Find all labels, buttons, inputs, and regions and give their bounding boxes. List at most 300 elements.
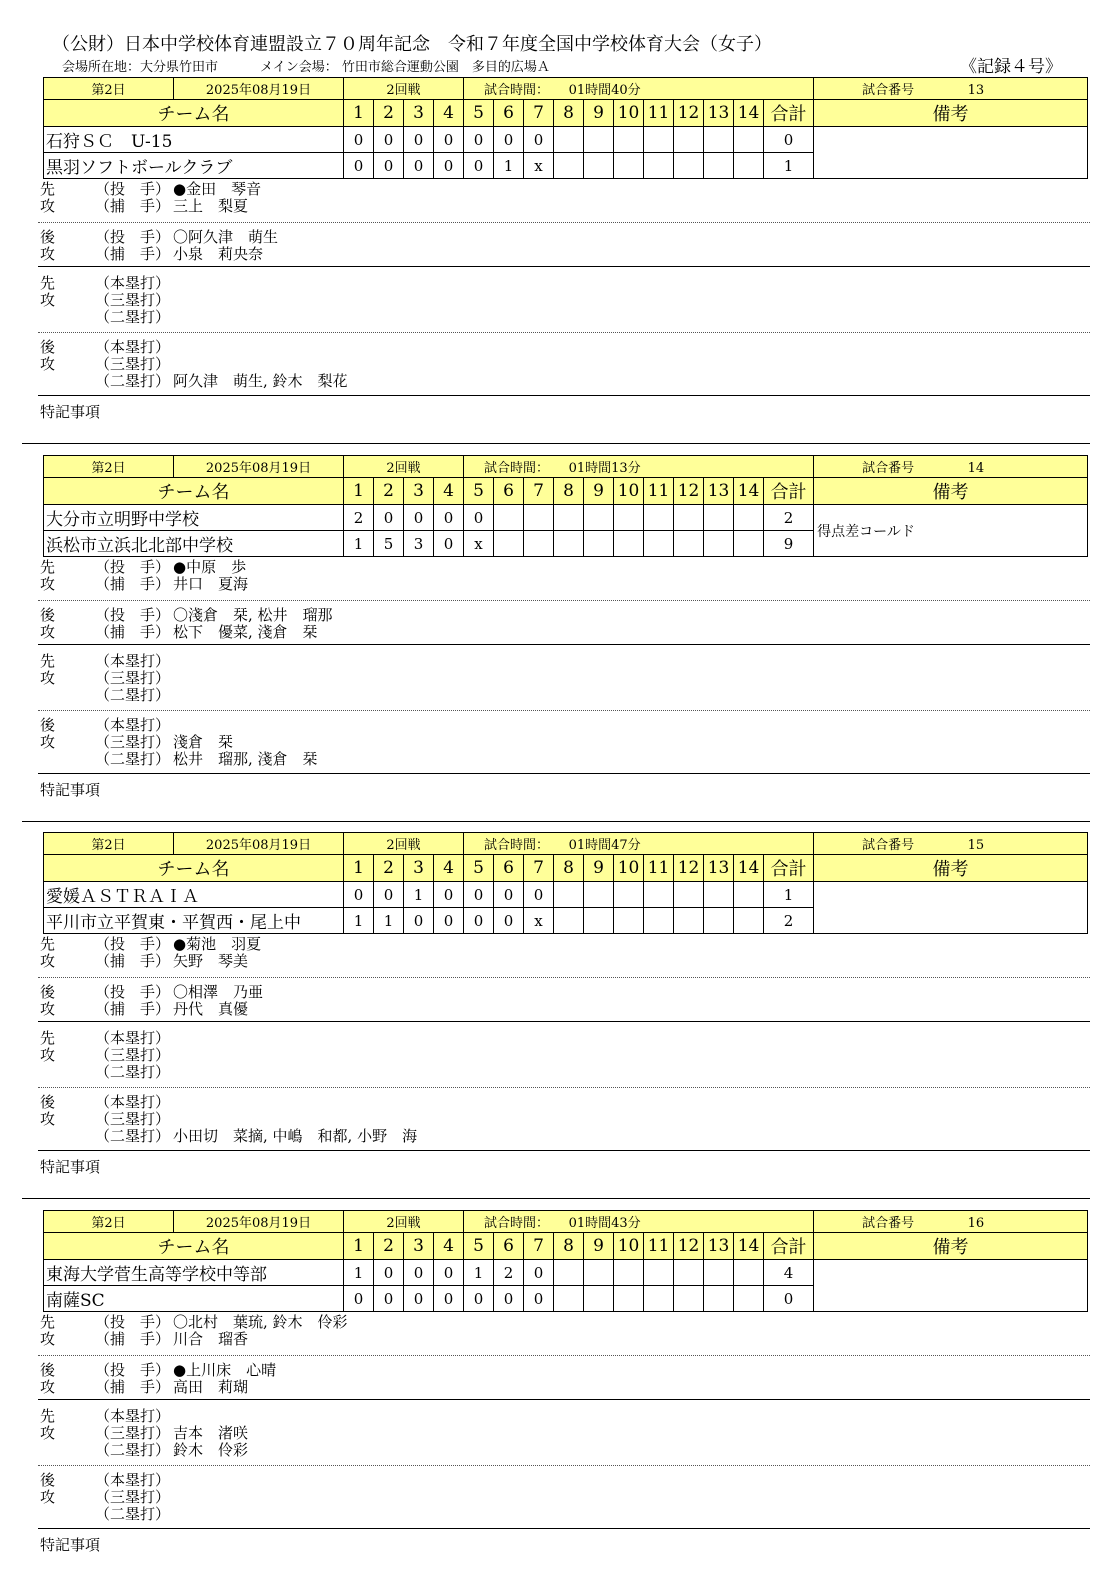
inning-score: 0 [434,127,464,153]
dotted-divider [38,332,1090,333]
team-name-header: チーム名 [44,855,344,882]
inning-header: 3 [404,478,434,505]
game-number: 13 [967,83,985,98]
total-header: 合計 [764,1233,814,1260]
game-duration: 01時間13分 [568,461,641,476]
total-header: 合計 [764,100,814,127]
inning-header: 1 [344,100,374,127]
inning-header: 2 [374,478,404,505]
inning-score: 0 [524,1260,554,1286]
inning-header: 7 [524,478,554,505]
inning-header: 11 [644,100,674,127]
inning-score [554,1260,584,1286]
game-time [464,1211,814,1233]
inning-header: 13 [704,1233,734,1260]
pitcher-label: （投 手） [95,983,171,1001]
inning-score: 0 [404,1286,434,1312]
inning-score: 5 [374,531,404,557]
score-table [43,455,1088,557]
inning-header: 4 [434,855,464,882]
game-number-label: 試合番号 [862,1216,915,1231]
inning-score [734,908,764,934]
game-separator [22,1198,1090,1199]
inning-score: 0 [494,127,524,153]
inning-header: 11 [644,1233,674,1260]
inning-score [554,505,584,531]
inning-score: 0 [374,882,404,908]
inning-score: 0 [524,882,554,908]
inning-score: 0 [344,127,374,153]
hr-label: （本塁打） [95,1093,171,1111]
solid-divider [38,773,1090,774]
inning-score [584,1286,614,1312]
pitcher-label: （投 手） [95,558,171,576]
game-time [464,833,814,855]
first-label: 先攻 [40,180,56,215]
inning-score [674,882,704,908]
inning-score: 0 [404,908,434,934]
inning-score [614,153,644,179]
inning-score [704,1286,734,1312]
inning-score: 1 [374,908,404,934]
double-label: （二塁打） [95,750,171,768]
solid-divider [38,395,1090,396]
inning-score [554,127,584,153]
game-day: 第2日 [44,833,174,855]
inning-score: 0 [494,882,524,908]
team-name-header: チーム名 [44,478,344,505]
solid-divider [38,1021,1090,1022]
catcher-name: 川合 瑠香 [173,1330,249,1348]
pitcher-name: 〇淺倉 栞, 松井 瑠那 [173,606,333,624]
inning-score [614,531,644,557]
inning-score [614,127,644,153]
inning-score [494,505,524,531]
inning-header: 13 [704,478,734,505]
first-label: 先攻 [40,1029,56,1064]
inning-score: 0 [434,1260,464,1286]
first-label: 先攻 [40,1407,56,1442]
inning-score [614,908,644,934]
game-record [0,1210,1120,1570]
catcher-name: 松下 優菜, 淺倉 栞 [173,623,318,641]
game-date: 2025年08月19日 [174,1211,344,1233]
double-label: （二塁打） [95,1063,171,1081]
game-time [464,456,814,478]
game-info-row [44,456,1088,478]
game-time-label: 試合時間： [484,83,543,98]
innings-header-row [44,100,1088,127]
inning-score [734,1286,764,1312]
first-label: 先攻 [40,274,56,309]
solid-divider [38,1150,1090,1151]
triple-label: （三塁打） [95,733,171,751]
inning-score: 0 [374,505,404,531]
inning-header: 1 [344,1233,374,1260]
solid-divider [38,1399,1090,1400]
double-names: 鈴木 伶彩 [173,1441,249,1459]
inning-header: 5 [464,855,494,882]
hr-label: （本塁打） [95,1471,171,1489]
hr-label: （本塁打） [95,274,171,292]
remarks-header: 備考 [814,1233,1088,1260]
inning-header: 4 [434,1233,464,1260]
triple-label: （三塁打） [95,669,171,687]
dotted-divider [38,710,1090,711]
game-time [464,78,814,100]
inning-score: 0 [374,1286,404,1312]
pitcher-name: ●菊池 羽夏 [173,935,262,953]
second-label: 後攻 [40,1471,56,1506]
inning-score: 0 [404,1260,434,1286]
inning-score: 0 [404,505,434,531]
game-number-label: 試合番号 [862,838,915,853]
inning-header: 5 [464,1233,494,1260]
game-round: 2回戦 [344,833,464,855]
inning-score [494,531,524,557]
inning-score: 0 [524,127,554,153]
game-round: 2回戦 [344,78,464,100]
dotted-divider [38,1355,1090,1356]
inning-score [734,153,764,179]
inning-header: 10 [614,1233,644,1260]
dotted-divider [38,977,1090,978]
catcher-label: （捕 手） [95,245,171,263]
inning-header: 11 [644,855,674,882]
team-total: 0 [764,1286,814,1312]
double-label: （二塁打） [95,686,171,704]
inning-score: 0 [374,1260,404,1286]
inning-score: 2 [494,1260,524,1286]
inning-header: 9 [584,1233,614,1260]
triple-label: （三塁打） [95,291,171,309]
game-round: 2回戦 [344,456,464,478]
inning-score [704,1260,734,1286]
inning-header: 6 [494,100,524,127]
catcher-name: 三上 梨夏 [173,197,249,215]
dotted-divider [38,1465,1090,1466]
inning-score: 3 [404,531,434,557]
pitcher-name: 〇北村 葉琉, 鈴木 伶彩 [173,1313,348,1331]
solid-divider [38,644,1090,645]
inning-score [614,882,644,908]
inning-score [644,531,674,557]
inning-header: 3 [404,1233,434,1260]
solid-divider [38,1528,1090,1529]
pitcher-name: 〇相澤 乃亜 [173,983,264,1001]
triple-label: （三塁打） [95,1046,171,1064]
pitcher-name: ●中原 歩 [173,558,247,576]
inning-score [734,531,764,557]
solid-divider [38,266,1090,267]
inning-score [614,505,644,531]
team-total: 1 [764,153,814,179]
inning-score: x [524,908,554,934]
dotted-divider [38,222,1090,223]
inning-header: 9 [584,855,614,882]
triple-label: （三塁打） [95,355,171,373]
game-separator [22,821,1090,822]
inning-header: 2 [374,100,404,127]
catcher-label: （捕 手） [95,575,171,593]
inning-score: 0 [494,1286,524,1312]
inning-header: 6 [494,855,524,882]
special-notes: 特記事項 [40,781,101,799]
inning-score [524,505,554,531]
pitcher-label: （投 手） [95,606,171,624]
remarks-header: 備考 [814,100,1088,127]
game-time-label: 試合時間： [484,838,543,853]
triple-names: 淺倉 栞 [173,733,234,751]
inning-score: 0 [374,153,404,179]
inning-score: 0 [464,1286,494,1312]
inning-score: 0 [464,882,494,908]
inning-score: 0 [434,882,464,908]
score-table [43,832,1088,934]
inning-score [554,882,584,908]
inning-header: 8 [554,478,584,505]
inning-score: 1 [344,908,374,934]
page-header [0,0,1120,76]
first-label: 先攻 [40,652,56,687]
double-label: （二塁打） [95,1127,171,1145]
game-date: 2025年08月19日 [174,456,344,478]
inning-header: 11 [644,478,674,505]
team-name: 愛媛ＡＳＴＲＡＩＡ [44,882,344,908]
inning-score [734,882,764,908]
double-label: （二塁打） [95,372,171,390]
inning-header: 10 [614,478,644,505]
catcher-name: 丹代 真優 [173,1000,249,1018]
hr-label: （本塁打） [95,1407,171,1425]
inning-header: 14 [734,855,764,882]
inning-score: 0 [464,127,494,153]
inning-header: 3 [404,855,434,882]
innings-header-row [44,855,1088,882]
game-remark [814,882,1088,934]
game-record [0,455,1120,815]
game-remark [814,1260,1088,1312]
inning-header: 2 [374,855,404,882]
catcher-name: 小泉 莉央奈 [173,245,264,263]
inning-header: 5 [464,478,494,505]
inning-header: 7 [524,100,554,127]
pitcher-name: 〇阿久津 萌生 [173,228,279,246]
triple-label: （三塁打） [95,1488,171,1506]
team-name-header: チーム名 [44,100,344,127]
double-label: （二塁打） [95,308,171,326]
pitcher-label: （投 手） [95,1313,171,1331]
team-row-first [44,1260,1088,1286]
inning-score [644,127,674,153]
inning-score [584,505,614,531]
inning-score [554,531,584,557]
double-label: （二塁打） [95,1441,171,1459]
inning-score [554,908,584,934]
inning-header: 9 [584,478,614,505]
inning-header: 14 [734,478,764,505]
game-date: 2025年08月19日 [174,833,344,855]
inning-score: 1 [344,531,374,557]
inning-score [584,1260,614,1286]
inning-score [614,1260,644,1286]
team-name: 平川市立平賀東・平賀西・尾上中 [44,908,344,934]
game-number-label: 試合番号 [862,83,915,98]
game-number-label: 試合番号 [862,461,915,476]
inning-score [584,127,614,153]
inning-header: 5 [464,100,494,127]
first-label: 先攻 [40,935,56,970]
inning-header: 8 [554,855,584,882]
inning-score: 0 [494,908,524,934]
inning-header: 10 [614,100,644,127]
hr-label: （本塁打） [95,716,171,734]
team-row-first [44,882,1088,908]
inning-score: 0 [434,153,464,179]
game-number-cell [814,1211,1088,1233]
inning-score: 0 [374,127,404,153]
game-remark [814,127,1088,179]
inning-score [644,882,674,908]
inning-score: 0 [344,882,374,908]
catcher-label: （捕 手） [95,1378,171,1396]
inning-score [704,531,734,557]
inning-score [644,908,674,934]
triple-label: （三塁打） [95,1424,171,1442]
team-total: 0 [764,127,814,153]
game-number-cell [814,833,1088,855]
inning-header: 9 [584,100,614,127]
inning-header: 4 [434,100,464,127]
inning-score [584,908,614,934]
catcher-label: （捕 手） [95,623,171,641]
inning-score [674,1260,704,1286]
catcher-label: （捕 手） [95,197,171,215]
inning-score [644,1260,674,1286]
game-separator [22,443,1090,444]
inning-score [734,505,764,531]
special-notes: 特記事項 [40,1158,101,1176]
inning-score [674,505,704,531]
inning-score [704,908,734,934]
game-day: 第2日 [44,78,174,100]
double-names: 小田切 菜摘, 中嶋 和都, 小野 海 [173,1127,418,1145]
total-header: 合計 [764,478,814,505]
special-notes: 特記事項 [40,403,101,421]
remarks-header: 備考 [814,478,1088,505]
double-names: 松井 瑠那, 淺倉 栞 [173,750,318,768]
hr-label: （本塁打） [95,338,171,356]
catcher-name: 矢野 琴美 [173,952,249,970]
team-total: 1 [764,882,814,908]
inning-header: 1 [344,478,374,505]
innings-header-row [44,1233,1088,1260]
inning-score: x [464,531,494,557]
score-table [43,77,1088,179]
inning-header: 6 [494,1233,524,1260]
second-label: 後攻 [40,1093,56,1128]
inning-header: 6 [494,478,524,505]
second-label: 後攻 [40,716,56,751]
inning-score: 0 [464,153,494,179]
first-label: 先攻 [40,558,56,593]
hr-label: （本塁打） [95,652,171,670]
double-names: 阿久津 萌生, 鈴木 梨花 [173,372,348,390]
special-notes: 特記事項 [40,1536,101,1554]
game-info-row [44,833,1088,855]
inning-score [674,127,704,153]
inning-score [704,153,734,179]
catcher-name: 高田 莉瑚 [173,1378,249,1396]
inning-score: 0 [434,531,464,557]
inning-score [674,531,704,557]
inning-score [584,882,614,908]
game-day: 第2日 [44,1211,174,1233]
team-total: 9 [764,531,814,557]
game-info-row [44,1211,1088,1233]
inning-score [644,1286,674,1312]
game-number-cell [814,78,1088,100]
inning-header: 13 [704,855,734,882]
inning-score: 0 [434,1286,464,1312]
first-label: 先攻 [40,1313,56,1348]
team-name-header: チーム名 [44,1233,344,1260]
inning-header: 14 [734,1233,764,1260]
team-name: 黒羽ソフトボールクラブ [44,153,344,179]
inning-score: 0 [464,505,494,531]
second-label: 後攻 [40,338,56,373]
main-venue: メイン会場： 竹田市総合運動公園 多目的広場Ａ [260,60,550,75]
catcher-label: （捕 手） [95,1000,171,1018]
inning-score [674,908,704,934]
inning-score: 0 [344,1286,374,1312]
game-number: 16 [967,1216,985,1231]
innings-header-row [44,478,1088,505]
inning-score [644,153,674,179]
inning-header: 4 [434,478,464,505]
game-time-label: 試合時間： [484,1216,543,1231]
inning-score: 1 [464,1260,494,1286]
pitcher-label: （投 手） [95,1361,171,1379]
inning-header: 7 [524,855,554,882]
pitcher-name: ●金田 琴音 [173,180,262,198]
venue-line [62,56,550,75]
catcher-name: 井口 夏海 [173,575,249,593]
pitcher-name: ●上川床 心晴 [173,1361,277,1379]
inning-header: 12 [674,478,704,505]
team-row-first [44,127,1088,153]
team-total: 4 [764,1260,814,1286]
inning-score [734,1260,764,1286]
game-day: 第2日 [44,456,174,478]
game-duration: 01時間47分 [568,838,641,853]
second-label: 後攻 [40,228,56,263]
inning-score [584,153,614,179]
inning-score [554,153,584,179]
game-round: 2回戦 [344,1211,464,1233]
game-time-label: 試合時間： [484,461,543,476]
second-label: 後攻 [40,983,56,1018]
inning-score [734,127,764,153]
remarks-header: 備考 [814,855,1088,882]
inning-score: 2 [344,505,374,531]
inning-score: x [524,153,554,179]
total-header: 合計 [764,855,814,882]
inning-score [704,127,734,153]
inning-score: 0 [464,908,494,934]
game-remark: 得点差コールド [814,505,1088,557]
hr-label: （本塁打） [95,1029,171,1047]
